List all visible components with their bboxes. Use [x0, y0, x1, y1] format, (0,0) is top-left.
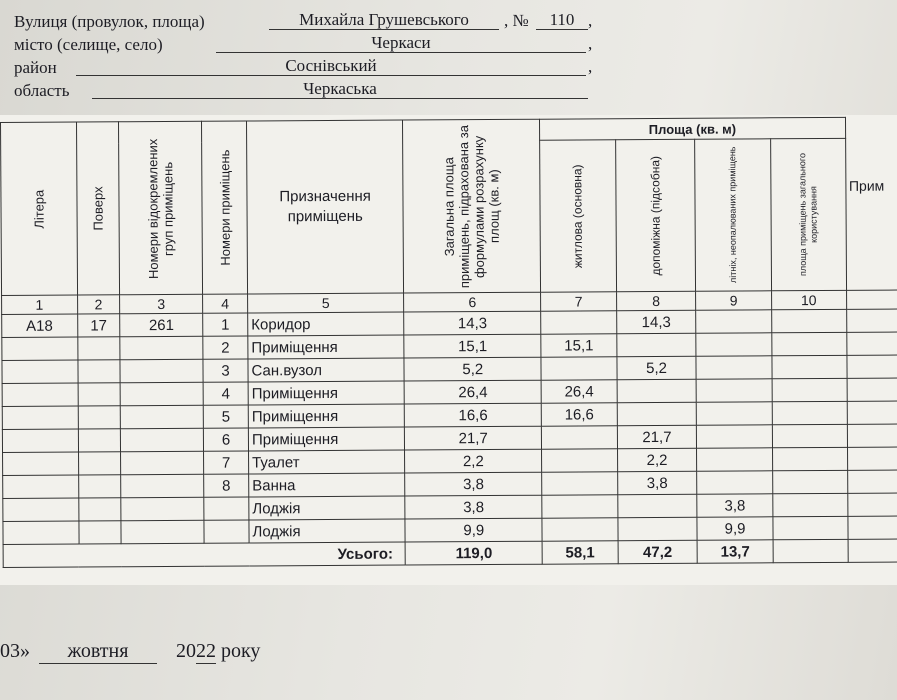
- cell-group: [121, 428, 204, 452]
- cell-living: 16,6: [541, 403, 617, 426]
- cell-aux: [617, 402, 697, 425]
- cell-aux: 21,7: [617, 425, 697, 448]
- cell-total: 2,2: [405, 449, 542, 473]
- header-summer: літніх, неопалюваних приміщень: [695, 139, 772, 291]
- cell-common: [772, 470, 847, 493]
- cell-floor: [78, 498, 121, 521]
- cell-common: [772, 447, 847, 470]
- cell-total: 21,7: [405, 426, 542, 450]
- cell-note: [846, 309, 897, 332]
- city-line: місто (селище, село) Черкаси ,: [14, 33, 593, 54]
- cell-num: 5: [203, 405, 248, 428]
- cell-litera: [2, 406, 78, 429]
- cell-living: [541, 357, 617, 380]
- cell-common: [772, 332, 847, 355]
- cell-litera: [2, 383, 78, 406]
- cell-common: [772, 378, 847, 401]
- cell-litera: [3, 475, 79, 498]
- cell-common: [772, 401, 847, 424]
- total-area: 119,0: [405, 541, 542, 565]
- cell-common: [773, 516, 848, 539]
- table-body: [2, 309, 897, 544]
- cell-common: [771, 309, 846, 332]
- header-notes: Прим: [845, 117, 897, 290]
- region-line: [14, 79, 614, 102]
- header-total-area: Загальна площа приміщень, підрахована за формулами розрахунку площ (кв. м): [403, 119, 541, 293]
- cell-floor: [78, 429, 121, 452]
- city-value: Черкаси: [216, 34, 586, 53]
- total-living: 58,1: [542, 541, 618, 564]
- district-value: Соснівський: [76, 57, 586, 76]
- cell-summer: 9,9: [697, 517, 773, 540]
- cell-total: 3,8: [405, 472, 542, 496]
- column-number: 10: [771, 290, 846, 309]
- column-number: 9: [696, 291, 772, 310]
- date-year-suffix: 22: [196, 640, 216, 662]
- header-groups: Номери відокремлених груп приміщень: [119, 121, 203, 295]
- column-number: 8: [616, 291, 696, 310]
- cell-num: 8: [204, 474, 249, 497]
- street-label: Вулиця (провулок, площа): [14, 12, 205, 31]
- district-label: район: [14, 58, 57, 77]
- cell-aux: 14,3: [616, 310, 696, 333]
- cell-group: [121, 497, 204, 521]
- cell-summer: [696, 333, 772, 356]
- cell-summer: [697, 425, 773, 448]
- cell-floor: [78, 406, 121, 429]
- cell-group: 261: [120, 313, 203, 337]
- cell-name: Приміщення: [248, 404, 404, 428]
- cell-note: [847, 516, 897, 539]
- cell-group: [120, 336, 203, 360]
- cell-note: [847, 470, 897, 493]
- cell-name: Лоджія: [249, 496, 405, 520]
- cell-num: 6: [203, 428, 248, 451]
- cell-floor: [78, 521, 121, 544]
- cell-summer: [696, 379, 772, 402]
- cell-name: Приміщення: [248, 335, 404, 359]
- date-month: жовтня: [39, 640, 157, 664]
- cell-num: [204, 520, 249, 543]
- cell-summer: [697, 448, 773, 471]
- total-row: [3, 539, 897, 567]
- cell-floor: [77, 337, 120, 360]
- cell-name: Лоджія: [249, 519, 405, 543]
- cell-name: Приміщення: [248, 381, 404, 405]
- cell-num: 7: [204, 451, 249, 474]
- cell-group: [121, 451, 204, 475]
- cell-num: 3: [203, 359, 248, 382]
- column-number: 5: [248, 293, 404, 313]
- cell-summer: [697, 471, 773, 494]
- header-rooms: Номери приміщень: [202, 121, 248, 294]
- cell-name: Сан.вузол: [248, 358, 404, 382]
- cell-group: [120, 359, 203, 383]
- cell-litera: [3, 521, 79, 544]
- cell-summer: 3,8: [697, 494, 773, 517]
- header-living: житлова (основна): [540, 140, 616, 292]
- column-number: 4: [203, 294, 248, 313]
- cell-note: [846, 355, 897, 378]
- cell-summer: [696, 356, 772, 379]
- column-number: [846, 290, 897, 309]
- cell-num: 2: [203, 336, 248, 359]
- cell-name: Приміщення: [248, 427, 404, 451]
- column-number: 3: [120, 294, 203, 314]
- cell-note: [847, 493, 897, 516]
- cell-aux: [618, 517, 698, 540]
- date-word: року: [221, 640, 261, 662]
- cell-aux: [617, 379, 697, 402]
- cell-note: [847, 447, 897, 470]
- cell-num: 1: [203, 313, 248, 336]
- column-number: 6: [404, 292, 541, 312]
- total-aux: 47,2: [618, 540, 698, 563]
- column-number: 2: [77, 295, 120, 314]
- cell-aux: 2,2: [617, 448, 697, 471]
- cell-living: 26,4: [541, 380, 617, 403]
- header-litera: Літера: [1, 122, 78, 295]
- cell-note: [847, 401, 897, 424]
- cell-aux: [618, 494, 698, 517]
- cell-note: [847, 424, 897, 447]
- total-common: [773, 539, 848, 562]
- header-area-group: Площа (кв. м): [540, 117, 845, 140]
- cell-litera: [2, 337, 78, 360]
- cell-note: [847, 378, 897, 401]
- cell-total: 26,4: [404, 380, 541, 404]
- header-auxiliary: допоміжна (підсобна): [615, 139, 695, 291]
- header-common: площа приміщень загального користування: [770, 138, 846, 290]
- cell-living: [541, 311, 617, 334]
- street-value: Михайла Грушевського: [269, 11, 499, 30]
- total-label: Усього:: [3, 542, 405, 567]
- header-floor: Поверх: [76, 122, 120, 295]
- cell-floor: [78, 475, 121, 498]
- cell-litera: [3, 498, 79, 521]
- date-year-prefix: 20: [176, 640, 196, 662]
- cell-total: 15,1: [404, 334, 541, 358]
- city-label: місто (селище, село): [14, 35, 163, 54]
- date-day: 03»: [0, 640, 30, 662]
- cell-group: [121, 405, 204, 429]
- address-header: [14, 10, 614, 102]
- cell-litera: [2, 360, 78, 383]
- cell-total: 14,3: [404, 311, 541, 335]
- cell-common: [772, 424, 847, 447]
- cell-living: [542, 495, 618, 518]
- cell-aux: 3,8: [617, 471, 697, 494]
- cell-floor: 17: [77, 314, 120, 337]
- cell-note: [846, 332, 897, 355]
- total-summer: 13,7: [697, 540, 773, 563]
- cell-litera: [3, 452, 79, 475]
- region-label: область: [14, 81, 70, 100]
- number-label: , №: [504, 11, 529, 30]
- cell-living: 15,1: [541, 334, 617, 357]
- street-line: Вулиця (провулок, площа) Михайла Грушевського , № 110 ,: [14, 10, 593, 31]
- cell-group: [121, 474, 204, 498]
- rooms-table: [0, 117, 897, 568]
- region-value: Черкаська: [92, 80, 588, 99]
- cell-common: [773, 493, 848, 516]
- cell-total: 3,8: [405, 495, 542, 519]
- cell-floor: [78, 452, 121, 475]
- cell-summer: [696, 310, 772, 333]
- cell-summer: [696, 402, 772, 425]
- cell-num: 4: [203, 382, 248, 405]
- cell-num: [204, 497, 249, 520]
- cell-total: 16,6: [405, 403, 542, 427]
- date-line: [0, 640, 260, 664]
- cell-litera: А18: [2, 314, 78, 337]
- cell-common: [772, 355, 847, 378]
- cell-name: Коридор: [248, 312, 404, 336]
- cell-group: [120, 382, 203, 406]
- column-number: 7: [541, 292, 617, 311]
- cell-floor: [77, 360, 120, 383]
- cell-total: 5,2: [404, 357, 541, 381]
- number-value: 110: [536, 11, 588, 30]
- cell-living: [542, 449, 618, 472]
- cell-total: 9,9: [405, 518, 542, 542]
- district-line: район Соснівський ,: [14, 56, 593, 77]
- cell-aux: 5,2: [617, 356, 697, 379]
- cell-name: Туалет: [249, 450, 405, 474]
- cell-name: Ванна: [249, 473, 405, 497]
- cell-living: [542, 472, 618, 495]
- cell-group: [121, 520, 204, 544]
- cell-living: [542, 518, 618, 541]
- header-purpose: Призначення приміщень: [246, 120, 403, 294]
- cell-floor: [78, 383, 121, 406]
- cell-living: [542, 426, 618, 449]
- cell-aux: [617, 333, 697, 356]
- cell-litera: [2, 429, 78, 452]
- column-number: 1: [2, 295, 78, 314]
